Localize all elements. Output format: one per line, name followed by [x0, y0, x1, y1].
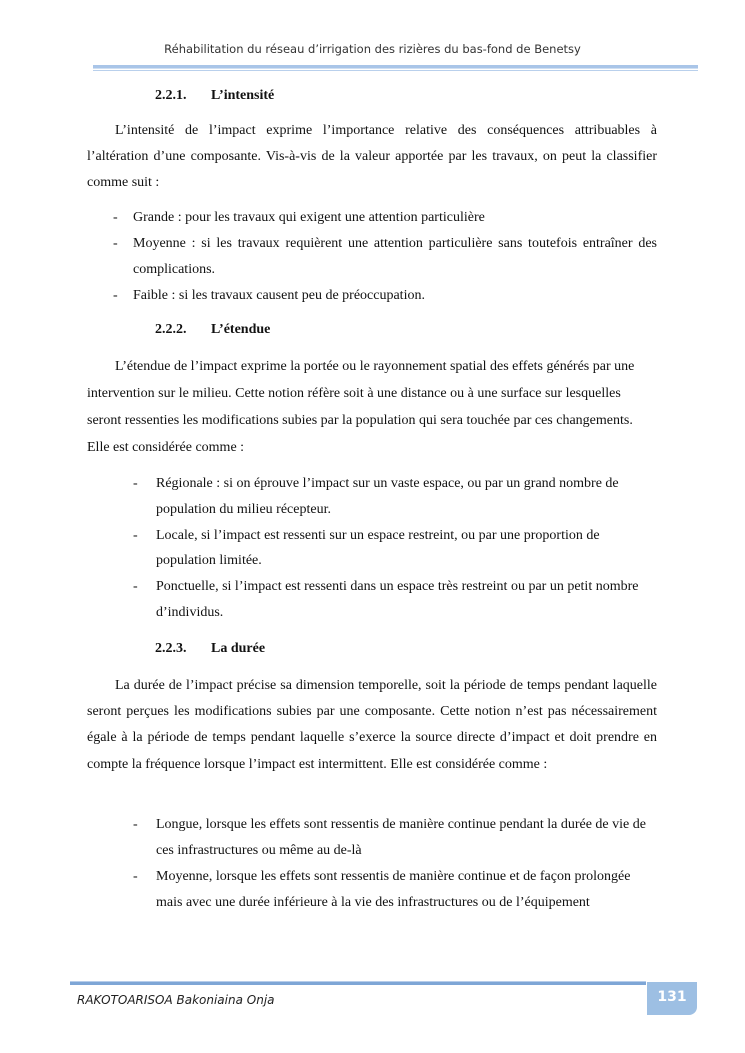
bullet-dash: - [113, 236, 118, 251]
list-item [113, 231, 657, 283]
bullet-dash: - [113, 210, 118, 225]
paragraph-duree: La durée de l’impact précise sa dimension temporelle, soit la période de temps pendant laquelle seront perçues les modifications subies par une composante. Cette notion n’est pas nécessairement égale à la période de temps pendant laquelle s’exerce la source directe d’impact et doit prendre en compte la fréquence lorsque l’impact est intermittent. Elle est considérée comme : [87, 678, 657, 772]
section-number: 2.2.1. [155, 88, 187, 103]
list-item-text: Longue, lorsque les effets sont ressentis de manière continue pendant la durée de vie de ces infrastructures ou même au de-là [156, 817, 646, 858]
list-item-text: Faible : si les travaux causent peu de préoccupation. [133, 288, 425, 303]
header-divider-thin [93, 70, 698, 71]
bullet-dash: - [133, 476, 138, 491]
section-title: L’intensité [211, 88, 275, 103]
list-item [113, 205, 657, 231]
list-duree [133, 812, 656, 916]
bullet-dash: - [113, 288, 118, 303]
list-item-text: Ponctuelle, si l’impact est ressenti dans un espace très restreint ou par un petit nombre d’individus. [156, 579, 639, 620]
list-item [133, 471, 656, 523]
list-intensite [113, 205, 657, 309]
list-etendue [133, 471, 656, 626]
paragraph-etendue: L’étendue de l’impact exprime la portée ou le rayonnement spatial des effets générés par une intervention sur le milieu. Cette notion réfère soit à une distance ou à une surface sur lesquelles seront ressenties les modifications subies par la population qui sera touchée par ces changements. Elle est considérée comme : [87, 359, 635, 455]
section-heading-intensite [155, 88, 274, 104]
list-item [133, 574, 656, 626]
list-item [133, 523, 656, 575]
paragraph-intensite: L’intensité de l’impact exprime l’importance relative des conséquences attribuables à l’altération d’une composante. Vis-à-vis de la valeur apportée par les travaux, on peut la classifier comme suit : [87, 123, 657, 191]
section-heading-etendue [155, 322, 270, 338]
footer-divider [70, 981, 646, 985]
section-title: La durée [211, 641, 266, 656]
bullet-dash: - [133, 817, 138, 832]
list-item-text: Moyenne, lorsque les effets sont ressentis de manière continue et de façon prolongée mais avec une durée inférieure à la vie des infrastructures ou de l’équipement [156, 869, 631, 910]
list-item-text: Locale, si l’impact est ressenti sur un espace restreint, ou par une proportion de population limitée. [156, 527, 600, 569]
header-divider [93, 65, 698, 69]
bullet-dash: - [133, 527, 138, 543]
section-number: 2.2.3. [155, 641, 187, 656]
running-header: Réhabilitation du réseau d’irrigation des rizières du bas-fond de Benetsy [164, 42, 581, 56]
list-item-text: Grande : pour les travaux qui exigent une attention particulière [133, 210, 485, 225]
section-number: 2.2.2. [155, 322, 187, 337]
section-heading-duree [155, 641, 265, 657]
list-item-text: Moyenne : si les travaux requièrent une attention particulière sans toutefois entraîner des complications. [133, 236, 657, 277]
section-title: L’étendue [211, 322, 271, 337]
footer-author: RAKOTOARISOA Bakoniaina Onja [77, 993, 275, 1007]
list-item [133, 812, 656, 864]
list-item [133, 864, 656, 916]
list-item-text: Régionale : si on éprouve l’impact sur un vaste espace, ou par un grand nombre de population du milieu récepteur. [156, 476, 619, 517]
list-item [113, 283, 657, 309]
bullet-dash: - [133, 869, 138, 884]
page-number: 131 [647, 982, 697, 1015]
bullet-dash: - [133, 579, 138, 595]
